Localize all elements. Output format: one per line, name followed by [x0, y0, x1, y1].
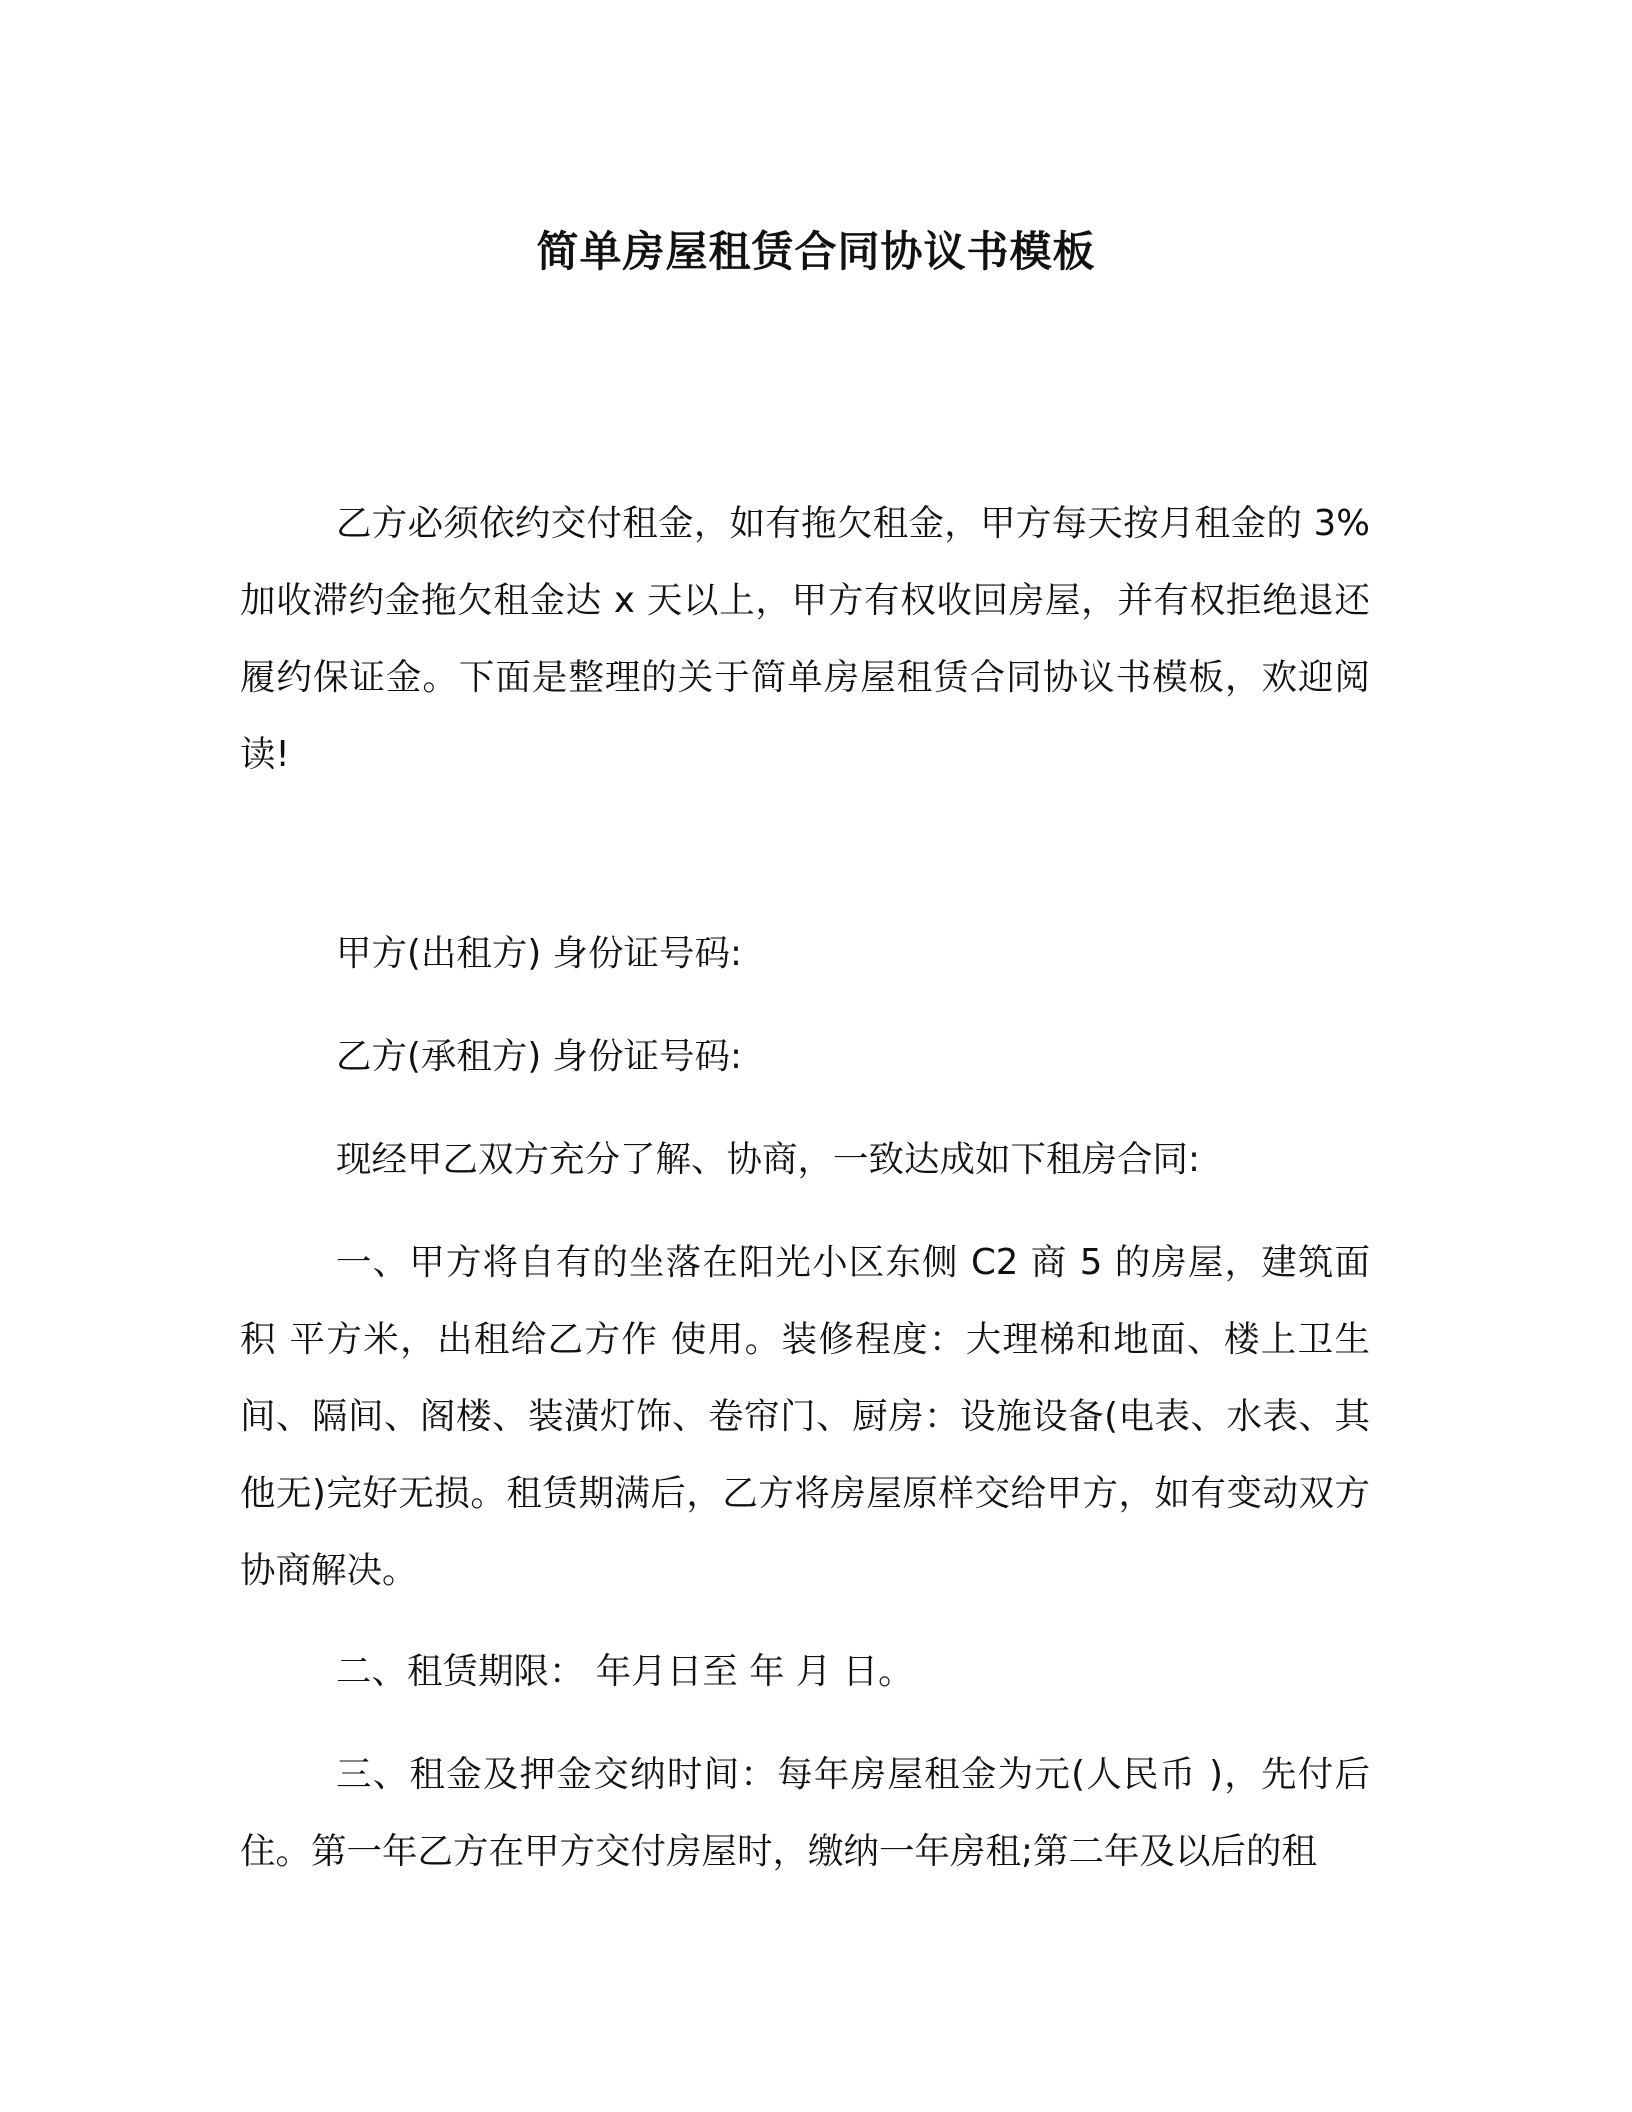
document-title: 简单房屋租赁合同协议书模板: [536, 227, 1096, 276]
party-a-line: 甲方(出租方) 身份证号码:: [336, 933, 742, 974]
intro-paragraph: 乙方必须依约交付租金，如有拖欠租金，甲方每天按月租金的 3%加收滞约金拖欠租金达 x 天以上，甲方有权收回房屋，并有权拒绝退还履约保证金。下面是整理的关于简单房屋租赁合同协议书模板，欢迎阅读!: [240, 503, 1370, 775]
party-b-line: 乙方(承租方) 身份证号码:: [336, 1036, 742, 1077]
article-2-paragraph: 二、租赁期限： 年月日至 年 月 日。: [336, 1651, 914, 1692]
article-1-paragraph: 一、甲方将自有的坐落在阳光小区东侧 C2 商 5 的房屋，建筑面积 平方米，出租给乙方作 使用。装修程度：大理梯和地面、楼上卫生间、隔间、阁楼、装潢灯饰、卷帘门、厨房：设施设备(电表、水表、其他无)完好无损。租赁期满后，乙方将房屋原样交给甲方，如有变动双方协商解决。: [240, 1242, 1370, 1591]
article-3-paragraph: 三、租金及押金交纳时间：每年房屋租金为元(人民币 )，先付后住。第一年乙方在甲方交付房屋时，缴纳一年房租;第二年及以后的租: [240, 1754, 1370, 1872]
consensus-paragraph: 现经甲乙双方充分了解、协商，一致达成如下租房合同:: [336, 1139, 1200, 1180]
